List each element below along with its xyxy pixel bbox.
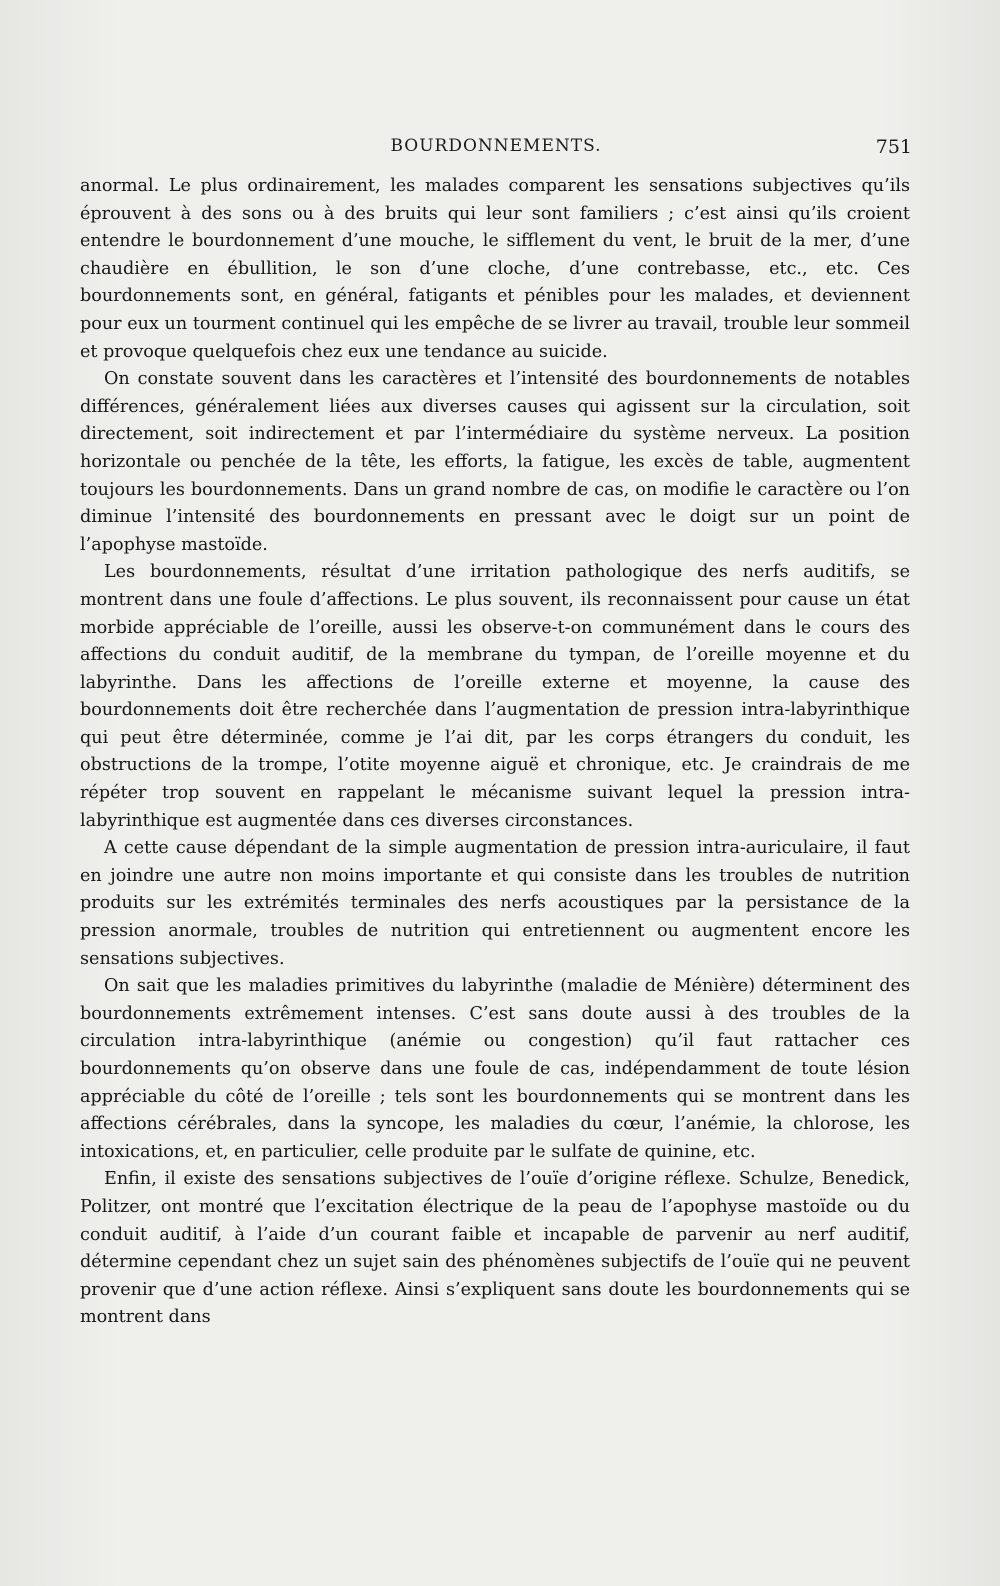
running-header (80, 136, 912, 164)
running-title: BOURDONNEMENTS. (390, 136, 602, 156)
paragraph-2: On constate souvent dans les caractères et l’intensité des bourdonnements de notables différences, généralement liées aux diverses causes qui agissent sur la circulation, soit directement, soit indirectement et par l’intermédiaire du système nerveux. La position horizontale ou penchée de la tête, les efforts, la fatigue, les excès de table, augmentent toujours les bourdonnements. Dans un grand nombre de cas, on modifie le caractère ou l’on diminue l’intensité des bourdonnements en pressant avec le doigt sur un point de l’apophyse mastoïde. (80, 369, 910, 555)
paragraph-1: anormal. Le plus ordinairement, les malades comparent les sensations subjectives qu’ils éprouvent à des sons ou à des bruits qui leur sont familiers ; c’est ainsi qu’ils croient entendre le bourdonnement d’une mouche, le sifflement du vent, le bruit de la mer, d’une chaudière en ébullition, le son d’une cloche, d’une contrebasse, etc., etc. Ces bourdonnements sont, en général, fatigants et pénibles pour les malades, et deviennent pour eux un tourment continuel qui les empêche de se livrer au travail, trouble leur sommeil et provoque quelquefois chez eux une tendance au suicide. (80, 176, 910, 362)
paragraph-5: On sait que les maladies primitives du labyrinthe (maladie de Ménière) déterminent des bourdonnements extrêmement intenses. C’est sans doute aussi à des troubles de la circulation intra-labyrinthique (anémie ou congestion) qu’il faut rattacher ces bourdonnements qu’on observe dans une foule de cas, indépendamment de toute lésion appréciable du côté de l’oreille ; tels sont les bourdonnements qui se montrent dans les affections cérébrales, dans la syncope, les maladies du cœur, l’anémie, la chlorose, les intoxications, et, en particulier, celle produite par le sulfate de quinine, etc. (80, 976, 910, 1162)
paragraph-3: Les bourdonnements, résultat d’une irritation pathologique des nerfs auditifs, se montrent dans une foule d’affections. Le plus souvent, ils reconnaissent pour cause un état morbide appréciable de l’oreille, aussi les observe-t-on communément dans le cours des affections du conduit auditif, de la membrane du tympan, de l’oreille moyenne et du labyrinthe. Dans les affections de l’oreille externe et moyenne, la cause des bourdonnements doit être recherchée dans l’augmentation de pression intra-labyrinthique qui peut être déterminée, comme je l’ai dit, par les corps étrangers du conduit, les obstructions de la trompe, l’otite moyenne aiguë et chronique, etc. Je craindrais de me répéter trop souvent en rappelant le mécanisme suivant lequel la pression intra-labyrinthique est augmentée dans ces diverses circonstances. (80, 562, 910, 831)
body-text (80, 173, 910, 1332)
page-number: 751 (875, 136, 912, 158)
paragraph-6: Enfin, il existe des sensations subjectives de l’ouïe d’origine réflexe. Schulze, Benedick, Politzer, ont montré que l’excitation électrique de la peau de l’apophyse mastoïde ou du conduit auditif, à l’aide d’un courant faible et incapable de parvenir au nerf auditif, détermine cependant chez un sujet sain des phénomènes subjectifs de l’ouïe qui ne peuvent provenir que d’une action réflexe. Ainsi s’expliquent sans doute les bourdonnements qui se montrent dans (80, 1169, 910, 1328)
paragraph-4: A cette cause dépendant de la simple augmentation de pression intra-auriculaire, il faut en joindre une autre non moins importante et qui consiste dans les troubles de nutrition produits sur les extrémités terminales des nerfs acoustiques par la persistance de la pression anormale, troubles de nutrition qui entretiennent ou augmentent encore les sensations subjectives. (80, 838, 910, 969)
